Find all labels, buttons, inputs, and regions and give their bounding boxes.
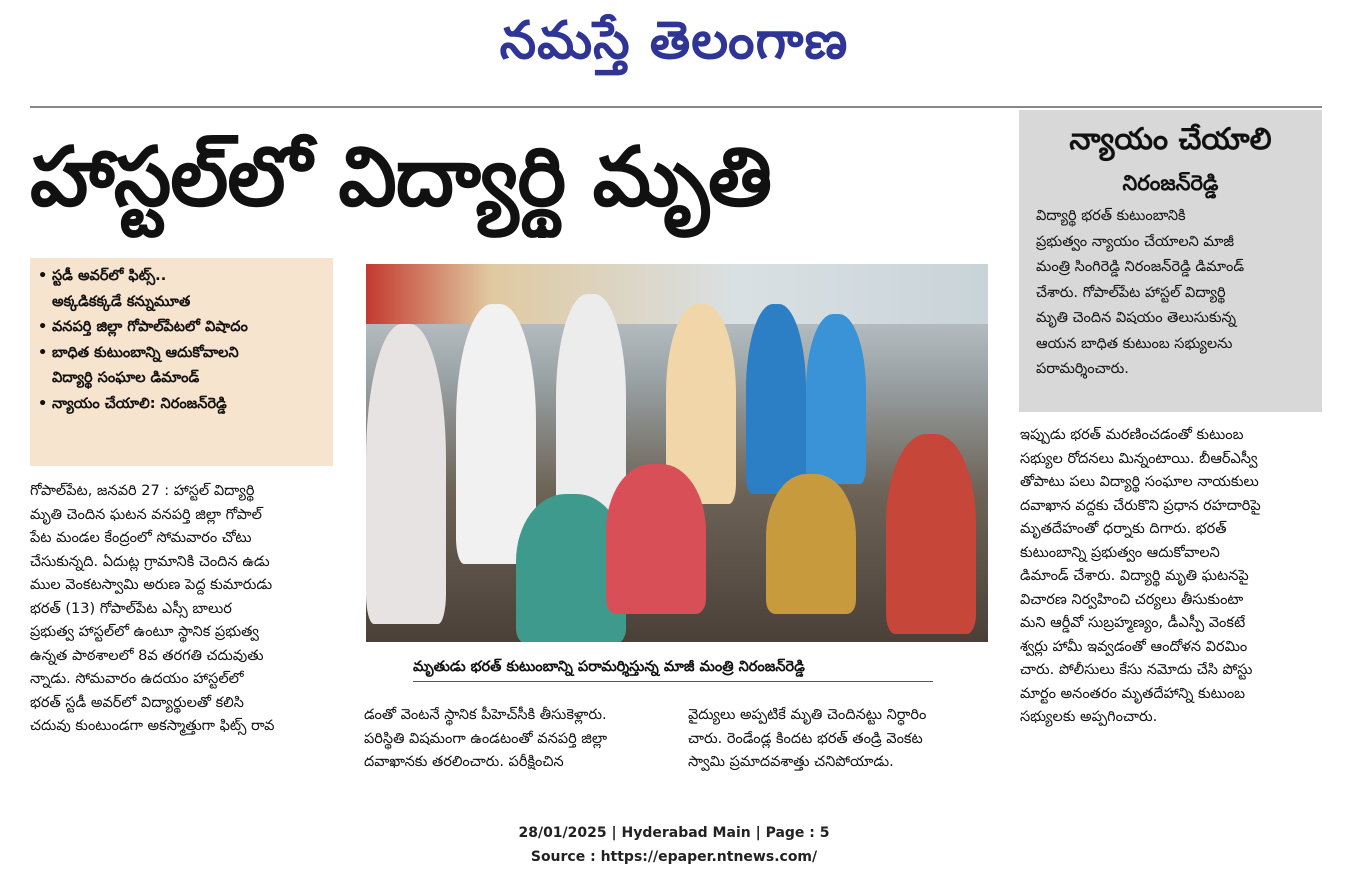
highlight-item: • బాధిత కుటుంబాన్ని ఆదుకోవాలని [38,344,239,361]
sidebar-subtitle: నిరంజన్‌రెడ్డి [1122,171,1219,195]
highlight-item: • స్టడీ అవర్‌లో ఫిట్స్‌.. [38,268,167,284]
article-headline: హాస్టల్‌లో విద్యార్థి మృతి [30,130,772,225]
sidebar-text: విద్యార్థి భరత్‌ కుటుంబానికి ప్రభుత్వం న్యాయం చేయాలని మాజీ మంత్రి సింగిరెడ్డి నిరంజన్‌రెడ్డి డిమాండ్‌ చేశారు. గోపాల్‌పేట హాస్టల్‌ విద్యార్థి మృతి చెందిన విషయం తెలుసుకున్న ఆయన బాధిత కుటుంబ సభ్యులను పరామర్శించారు. [1036,208,1245,377]
masthead-title: నమస్తే తెలంగాణ [499,11,849,71]
article-column-3: వైద్యులు అప్పటికే మృతి చెందినట్టు నిర్ధారిం చారు. రెండేండ్ల కిందట భరత్‌ తండ్రి వెంకట స్వామి ప్రమాదవశాత్తు చనిపోయాడు. [688,707,927,770]
article-column-2: డంతో వెంటనే స్థానిక పీహెచ్‌సీకి తీసుకెళ్లారు. పరిస్థితి విషమంగా ఉండటంతో వనపర్తి జిల్లా దవాఖానకు తరలించారు. పరీక్షించిన [364,707,608,770]
footer-date-line: 28/01/2025 | Hyderabad Main | Page : 5 [518,825,830,841]
footer-source-line: Source : https://epaper.ntnews.com/ [530,849,818,865]
article-column-1: గోపాల్‌పేట, జనవరి 27 : హాస్టల్‌ విద్యార్థి మృతి చెందిన ఘటన వనపర్తి జిల్లా గోపాల్‌ పేట మండల కేంద్రంలో సోమవారం చోటు చేసుకున్నది. ఏదుట్ల గ్రామానికి చెందిన ఉడు ముల వెంకటస్వామి అరుణ పెద్ద కుమారుడు భరత్‌ (13) గోపాల్‌పేట ఎస్సీ బాలుర ప్రభుత్వ హాస్టల్‌లో ఉంటూ స్థానిక ప్రభుత్వ ఉన్నత పాఠశాలలో 8వ తరగతి చదువుతు న్నాడు. సోమవారం ఉదయం హాస్టల్‌లో భరత్‌ స్టడీ అవర్‌లో విద్యార్థులతో కలిసి చదువు కుంటుండగా అకస్మాత్తుగా ఫిట్స్‌ రావ [30,483,275,734]
highlight-item: అక్కడికక్కడే కన్నుమూత [52,293,191,310]
masthead-divider [30,106,1322,108]
masthead [0,6,1348,76]
article-column-4: ఇప్పుడు భరత్‌ మరణించడంతో కుటుంబ సభ్యుల రోదనలు మిన్నంటాయి. బీఆర్‌ఎస్వీ తోపాటు పలు విద్యార్థి సంఘాల నాయకులు దవాఖాన వద్దకు చేరుకొని ప్రధాన రహదారిపై మృతదేహంతో ధర్నాకు దిగారు. భరత్‌ కుటుంబాన్ని ప్రభుత్వం ఆదుకోవాలని డిమాండ్‌ చేశారు. విద్యార్థి మృతి ఘటనపై విచారణ నిర్వహించి చర్యలు తీసుకుంటా మని ఆర్డీవో సుబ్రహ్మణ్యం, డీఎస్పీ వెంకటే శ్వర్లు హామీ ఇవ్వడంతో ఆందోళన విరమిం చారు. పోలీసులు కేసు నమోదు చేసి పోస్టు మార్టం అనంతరం మృతదేహాన్ని కుటుంబ సభ్యులకు అప్పగించారు. [1020,427,1261,725]
highlights-box [30,258,333,466]
highlight-item: విద్యార్థి సంఘాల డిమాండ్‌ [52,370,200,386]
highlight-item: • న్యాయం చేయాలి: నిరంజన్‌రెడ్డి [38,395,227,412]
photo-caption: మృతుడు భరత్‌ కుటుంబాన్ని పరామర్శిస్తున్న మాజీ మంత్రి నిరంజన్‌రెడ్డి [413,653,933,682]
news-photo [366,264,988,642]
sidebar-title: న్యాయం చేయాలి [1069,122,1272,157]
highlight-item: • వనపర్తి జిల్లా గోపాల్‌పేటలో విషాదం [38,319,248,335]
